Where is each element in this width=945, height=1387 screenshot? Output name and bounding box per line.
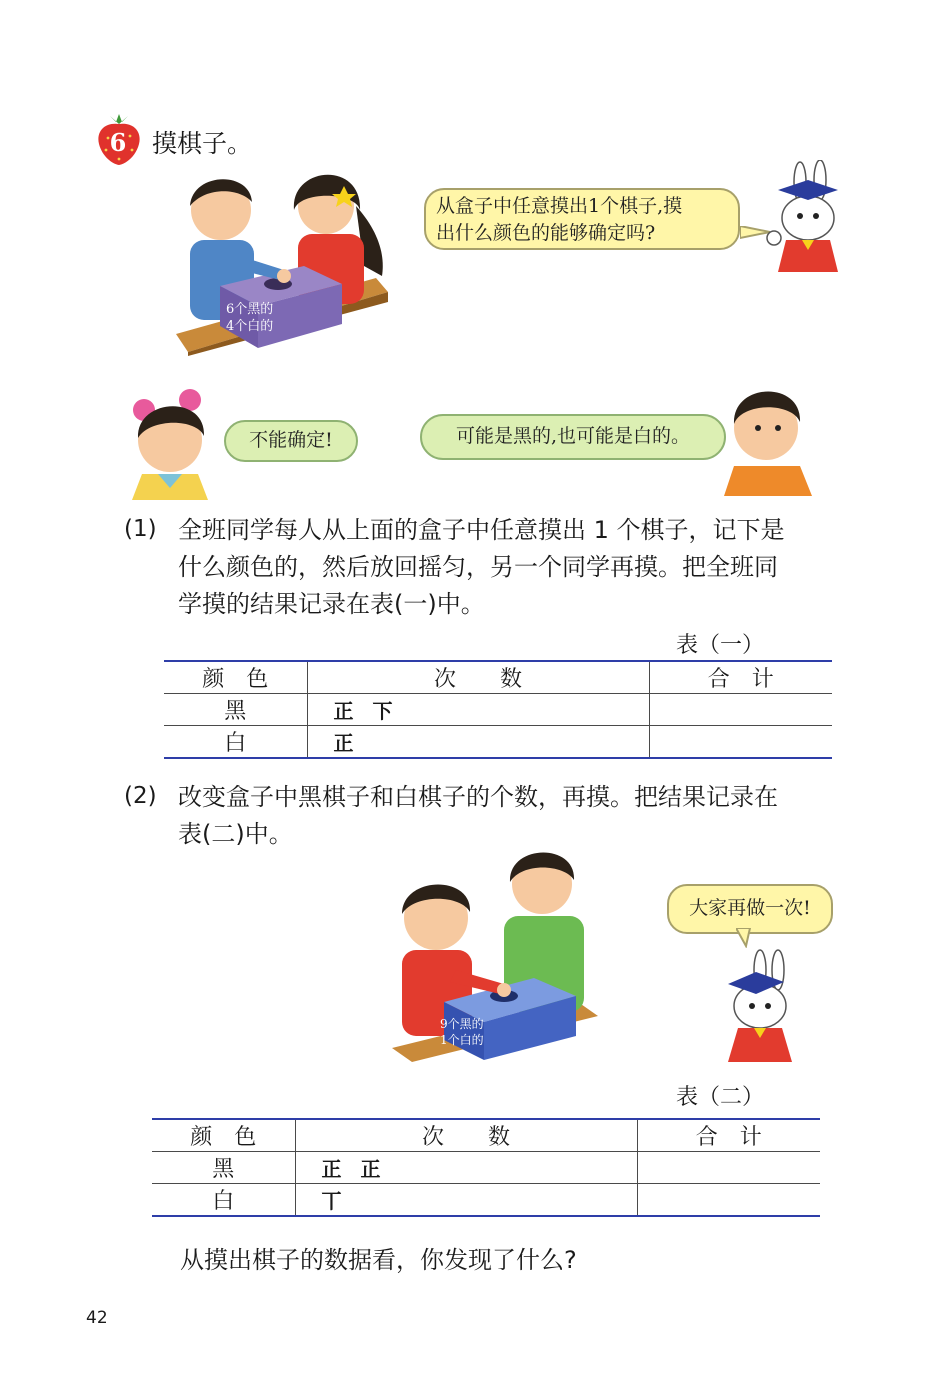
page-number: 42 — [86, 1308, 108, 1328]
cell-color: 黑 — [164, 694, 307, 726]
table-1 — [164, 660, 832, 759]
box-label-black: 6个黑的 — [226, 302, 274, 317]
section-title: 摸棋子。 — [152, 129, 253, 158]
cell-color: 白 — [164, 726, 307, 759]
table-row — [164, 726, 832, 759]
two-boys-with-box-illustration — [392, 846, 604, 1062]
cell-total — [637, 1152, 820, 1184]
badge-number: 6 — [109, 128, 127, 157]
boy-speech-bubble: 可能是黑的,也可能是白的。 — [420, 414, 726, 460]
box-label-white: 4个白的 — [226, 319, 274, 334]
rabbit-speech-bubble-2: 大家再做一次! — [667, 884, 833, 934]
question-1-line-1: 全班同学每人从上面的盒子中任意摸出 1 个棋子，记下是 — [178, 516, 785, 544]
kids-with-box-illustration — [176, 166, 391, 356]
girl-face-illustration — [128, 388, 214, 500]
question-1-number: (1) — [124, 516, 157, 542]
table-row — [152, 1184, 820, 1217]
header-color: 颜 色 — [152, 1119, 295, 1152]
question-1-line-2: 什么颜色的，然后放回摇匀，另一个同学再摸。把全班同 — [178, 553, 778, 581]
rabbit-teacher-illustration — [764, 160, 848, 278]
table-row — [164, 661, 832, 694]
rabbit-bubble-line-1: 从盒子中任意摸出1个棋子,摸 — [436, 195, 683, 217]
cell-total — [649, 726, 832, 759]
header-total: 合 计 — [649, 661, 832, 694]
rabbit-bubble-line-2: 出什么颜色的能够确定吗? — [436, 222, 656, 244]
header-total: 合 计 — [637, 1119, 820, 1152]
table-row — [152, 1152, 820, 1184]
cell-total — [649, 694, 832, 726]
question-2-line-1: 改变盒子中黑棋子和白棋子的个数，再摸。把结果记录在 — [178, 783, 778, 811]
bubble-tail — [736, 928, 752, 948]
cell-tally: 正 下 — [307, 694, 649, 726]
table-row — [164, 694, 832, 726]
header-count: 次 数 — [307, 661, 649, 694]
rabbit-teacher-illustration-2 — [716, 948, 800, 1066]
question-2-line-2: 表(二)中。 — [178, 820, 293, 848]
boy-face-illustration — [722, 378, 814, 496]
strawberry-badge — [96, 112, 142, 166]
girl-speech-bubble: 不能确定! — [224, 420, 358, 462]
cell-color: 白 — [152, 1184, 295, 1217]
cell-color: 黑 — [152, 1152, 295, 1184]
cell-total — [637, 1184, 820, 1217]
table-1-caption: 表（一） — [676, 633, 765, 658]
header-color: 颜 色 — [164, 661, 307, 694]
question-1-text — [178, 512, 785, 623]
question-2-text — [178, 779, 778, 853]
box-label-white: 1个白的 — [440, 1033, 484, 1047]
rabbit-speech-bubble — [424, 188, 740, 250]
table-2-caption: 表（二） — [676, 1085, 765, 1110]
box-label-black: 9个黑的 — [440, 1017, 484, 1031]
table-row — [152, 1119, 820, 1152]
header-count: 次 数 — [295, 1119, 637, 1152]
conclusion-question: 从摸出棋子的数据看，你发现了什么? — [180, 1246, 577, 1274]
cell-tally: 丅 — [295, 1184, 637, 1217]
question-1-line-3: 学摸的结果记录在表(一)中。 — [178, 590, 485, 618]
question-2-number: (2) — [124, 783, 157, 809]
table-2 — [152, 1118, 820, 1217]
cell-tally: 正 正 — [295, 1152, 637, 1184]
cell-tally: 正 — [307, 726, 649, 759]
